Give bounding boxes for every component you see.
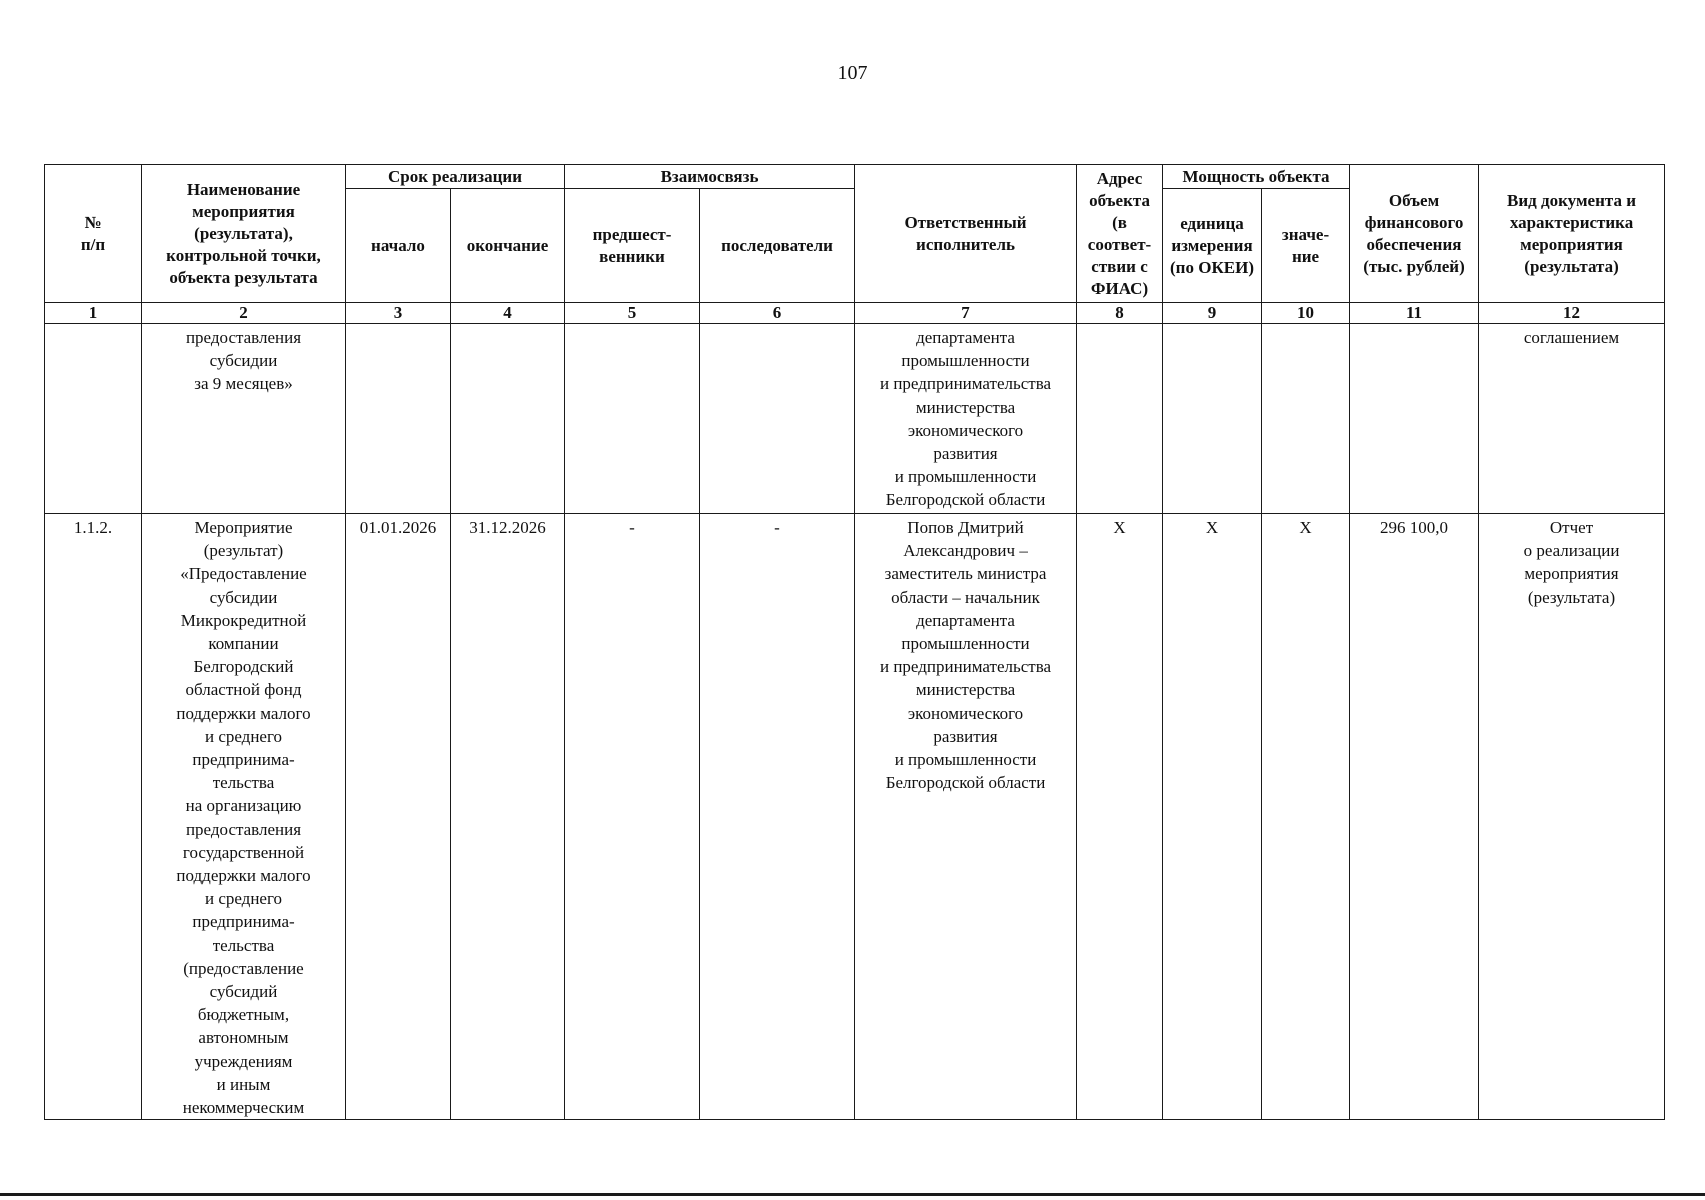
column-number-3: 3 [346,303,451,324]
cell-number: 1.1.2. [45,514,142,1120]
cell-start [346,324,451,514]
header-link-group: Взаимосвязь [565,165,855,189]
header-start: начало [346,189,451,303]
column-number-12: 12 [1479,303,1665,324]
header-unit: единица измерения (по ОКЕИ) [1163,189,1262,303]
cell-name: Мероприятие (результат) «Предоставление субсидии Микрокредитной компании Белгородский областной фонд поддержки малого и среднего предпринима- тельства на организацию предоставления государственной поддержки малого и среднего предпринима- тельства (предоставление субсидий бюджетным, автономным учреждениям и иным некоммерческим [142,514,346,1120]
column-number-1: 1 [45,303,142,324]
column-number-10: 10 [1262,303,1350,324]
table-row [45,514,1665,1120]
cell-address [1077,324,1163,514]
header-address: Адрес объекта (в соответ-ствии с ФИАС) [1077,165,1163,303]
column-number-2: 2 [142,303,346,324]
cell-value [1262,324,1350,514]
cell-unit [1163,324,1262,514]
table-row [45,324,1665,514]
column-number-4: 4 [451,303,565,324]
column-number-7: 7 [855,303,1077,324]
column-number-5: 5 [565,303,700,324]
header-value: значе- ние [1262,189,1350,303]
column-number-6: 6 [700,303,855,324]
header-term-group: Срок реализации [346,165,565,189]
activities-table [44,164,1665,1120]
header-document: Вид документа и характеристика мероприятия (результата) [1479,165,1665,303]
cell-name: предоставления субсидии за 9 месяцев» [142,324,346,514]
header-responsible: Ответственный исполнитель [855,165,1077,303]
cell-finance: 296 100,0 [1350,514,1479,1120]
cell-responsible: департамента промышленности и предпринимательства министерства экономического развития и промышленности Белгородской области [855,324,1077,514]
bottom-scan-edge [0,1193,1705,1196]
cell-unit: X [1163,514,1262,1120]
cell-finance [1350,324,1479,514]
cell-predecessors [565,324,700,514]
header-end: окончание [451,189,565,303]
header-number: № п/п [45,165,142,303]
cell-predecessors: - [565,514,700,1120]
cell-document: Отчет о реализации мероприятия (результата) [1479,514,1665,1120]
cell-document: соглашением [1479,324,1665,514]
cell-number [45,324,142,514]
cell-start: 01.01.2026 [346,514,451,1120]
column-number-9: 9 [1163,303,1262,324]
cell-end [451,324,565,514]
column-number-11: 11 [1350,303,1479,324]
cell-end: 31.12.2026 [451,514,565,1120]
page-number: 107 [837,62,868,84]
header-successors: последователи [700,189,855,303]
column-number-8: 8 [1077,303,1163,324]
header-finance: Объем финансового обеспечения (тыс. рублей) [1350,165,1479,303]
cell-successors [700,324,855,514]
cell-value: X [1262,514,1350,1120]
header-name: Наименование мероприятия (результата), контрольной точки, объекта результата [142,165,346,303]
cell-successors: - [700,514,855,1120]
header-predecessors: предшест- венники [565,189,700,303]
header-power-group: Мощность объекта [1163,165,1350,189]
cell-address: X [1077,514,1163,1120]
cell-responsible: Попов Дмитрий Александрович – заместитель министра области – начальник департамента промышленности и предпринимательства министерства экономического развития и промышленности Белгородской области [855,514,1077,1120]
